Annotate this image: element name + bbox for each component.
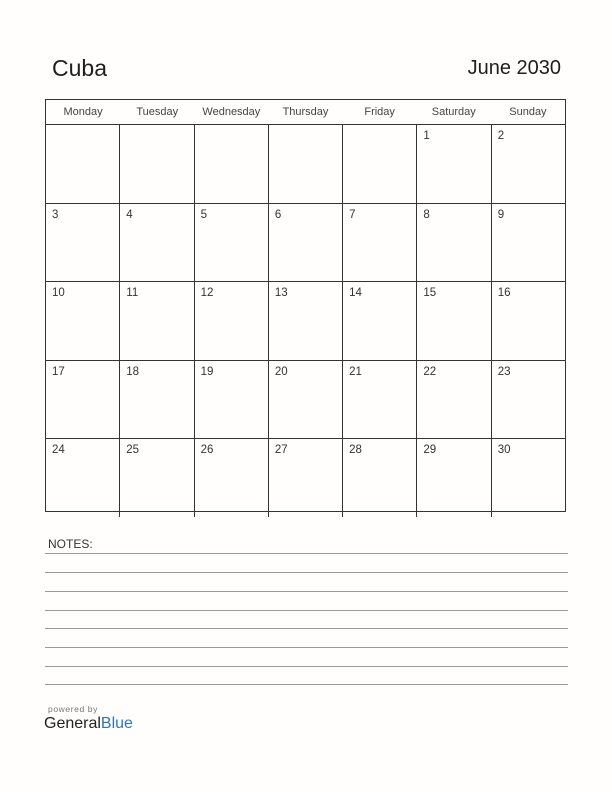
- day-cell: [492, 282, 565, 360]
- day-cell: [343, 204, 417, 282]
- day-number: 8: [423, 208, 430, 221]
- weekday-sunday: Sunday: [509, 106, 547, 118]
- day-cell: [417, 204, 491, 282]
- day-number: 2: [497, 130, 505, 142]
- day-cell: [417, 282, 491, 360]
- day-number: 21: [349, 365, 362, 378]
- week-row: [46, 361, 565, 440]
- day-number: 4: [126, 208, 133, 221]
- day-cell: [269, 282, 343, 360]
- day-cell: [46, 204, 120, 282]
- day-number: 22: [423, 365, 437, 378]
- day-cell: [343, 361, 417, 439]
- day-number: 26: [200, 444, 214, 456]
- day-number: 3: [52, 208, 59, 221]
- day-cell: [343, 282, 417, 360]
- weekday-tuesday: Tuesday: [136, 106, 179, 118]
- day-cell: [492, 439, 565, 517]
- day-cell: [46, 361, 120, 439]
- day-cell: [269, 125, 343, 203]
- brand-name: [44, 715, 133, 733]
- day-number: 23: [497, 365, 511, 378]
- note-line: [45, 666, 568, 667]
- day-number: 29: [423, 444, 437, 456]
- day-number: 5: [200, 208, 207, 221]
- day-cell: [269, 439, 343, 517]
- day-cell: [195, 204, 269, 282]
- week-row: [46, 125, 565, 204]
- note-line: [45, 647, 568, 648]
- weekday-thursday: Thursday: [282, 106, 329, 118]
- weekday-wednesday: Wednesday: [202, 106, 261, 118]
- day-number: 19: [200, 365, 214, 378]
- day-cell: [195, 125, 269, 203]
- day-number: 27: [274, 444, 288, 456]
- day-cell: [492, 361, 565, 439]
- day-number: 30: [497, 444, 511, 456]
- week-row: [46, 439, 565, 517]
- day-cell: [343, 439, 417, 517]
- week-row: [46, 204, 565, 283]
- calendar-grid: [45, 99, 566, 512]
- day-number: 20: [274, 365, 288, 378]
- note-line: [45, 553, 568, 554]
- day-cell: [120, 125, 194, 203]
- day-cell: [269, 361, 343, 439]
- notes-label: NOTES:: [48, 537, 93, 551]
- day-cell: [46, 439, 120, 517]
- day-cell: [195, 439, 269, 517]
- note-line: [45, 628, 568, 629]
- day-number: 18: [126, 365, 140, 378]
- week-row: [46, 282, 565, 361]
- day-cell: [46, 125, 120, 203]
- day-number: 25: [126, 444, 140, 456]
- powered-by-text: powered by: [48, 704, 98, 714]
- day-number: 6: [274, 208, 282, 221]
- day-number: 13: [274, 287, 288, 299]
- note-line: [45, 572, 568, 573]
- day-cell: [195, 361, 269, 439]
- day-cell: [492, 125, 565, 203]
- day-cell: [120, 204, 194, 282]
- weekday-header-row: [46, 100, 565, 125]
- day-cell: [120, 361, 194, 439]
- day-cell: [269, 204, 343, 282]
- weekday-saturday: Saturday: [431, 106, 476, 118]
- note-line: [45, 591, 568, 592]
- note-line: [45, 610, 568, 611]
- day-cell: [46, 282, 120, 360]
- day-number: 16: [497, 287, 511, 299]
- day-number: 24: [52, 444, 65, 456]
- day-number: 17: [52, 365, 65, 378]
- day-cell: [195, 282, 269, 360]
- day-number: 15: [423, 287, 437, 299]
- day-cell: [417, 361, 491, 439]
- day-number: 28: [349, 444, 362, 456]
- brand-general: General: [44, 715, 101, 732]
- weekday-monday: Monday: [63, 106, 103, 118]
- day-cell: [120, 282, 194, 360]
- day-number: 14: [349, 287, 362, 299]
- day-number: 7: [349, 208, 356, 221]
- day-number: 10: [52, 287, 65, 299]
- day-cell: [417, 125, 491, 203]
- day-cell: [343, 125, 417, 203]
- day-cell: [492, 204, 565, 282]
- day-number: 11: [126, 287, 139, 299]
- month-year-title: June 2030: [467, 57, 561, 79]
- note-line: [45, 684, 568, 685]
- day-cell: [417, 439, 491, 517]
- day-number: 9: [497, 208, 505, 221]
- day-number: 12: [200, 287, 214, 299]
- country-title: Cuba: [52, 55, 107, 81]
- day-number: 1: [423, 130, 430, 142]
- brand-blue: Blue: [100, 715, 133, 732]
- generalblue-logo: [44, 704, 133, 733]
- weekday-friday: Friday: [364, 106, 395, 118]
- day-cell: [120, 439, 194, 517]
